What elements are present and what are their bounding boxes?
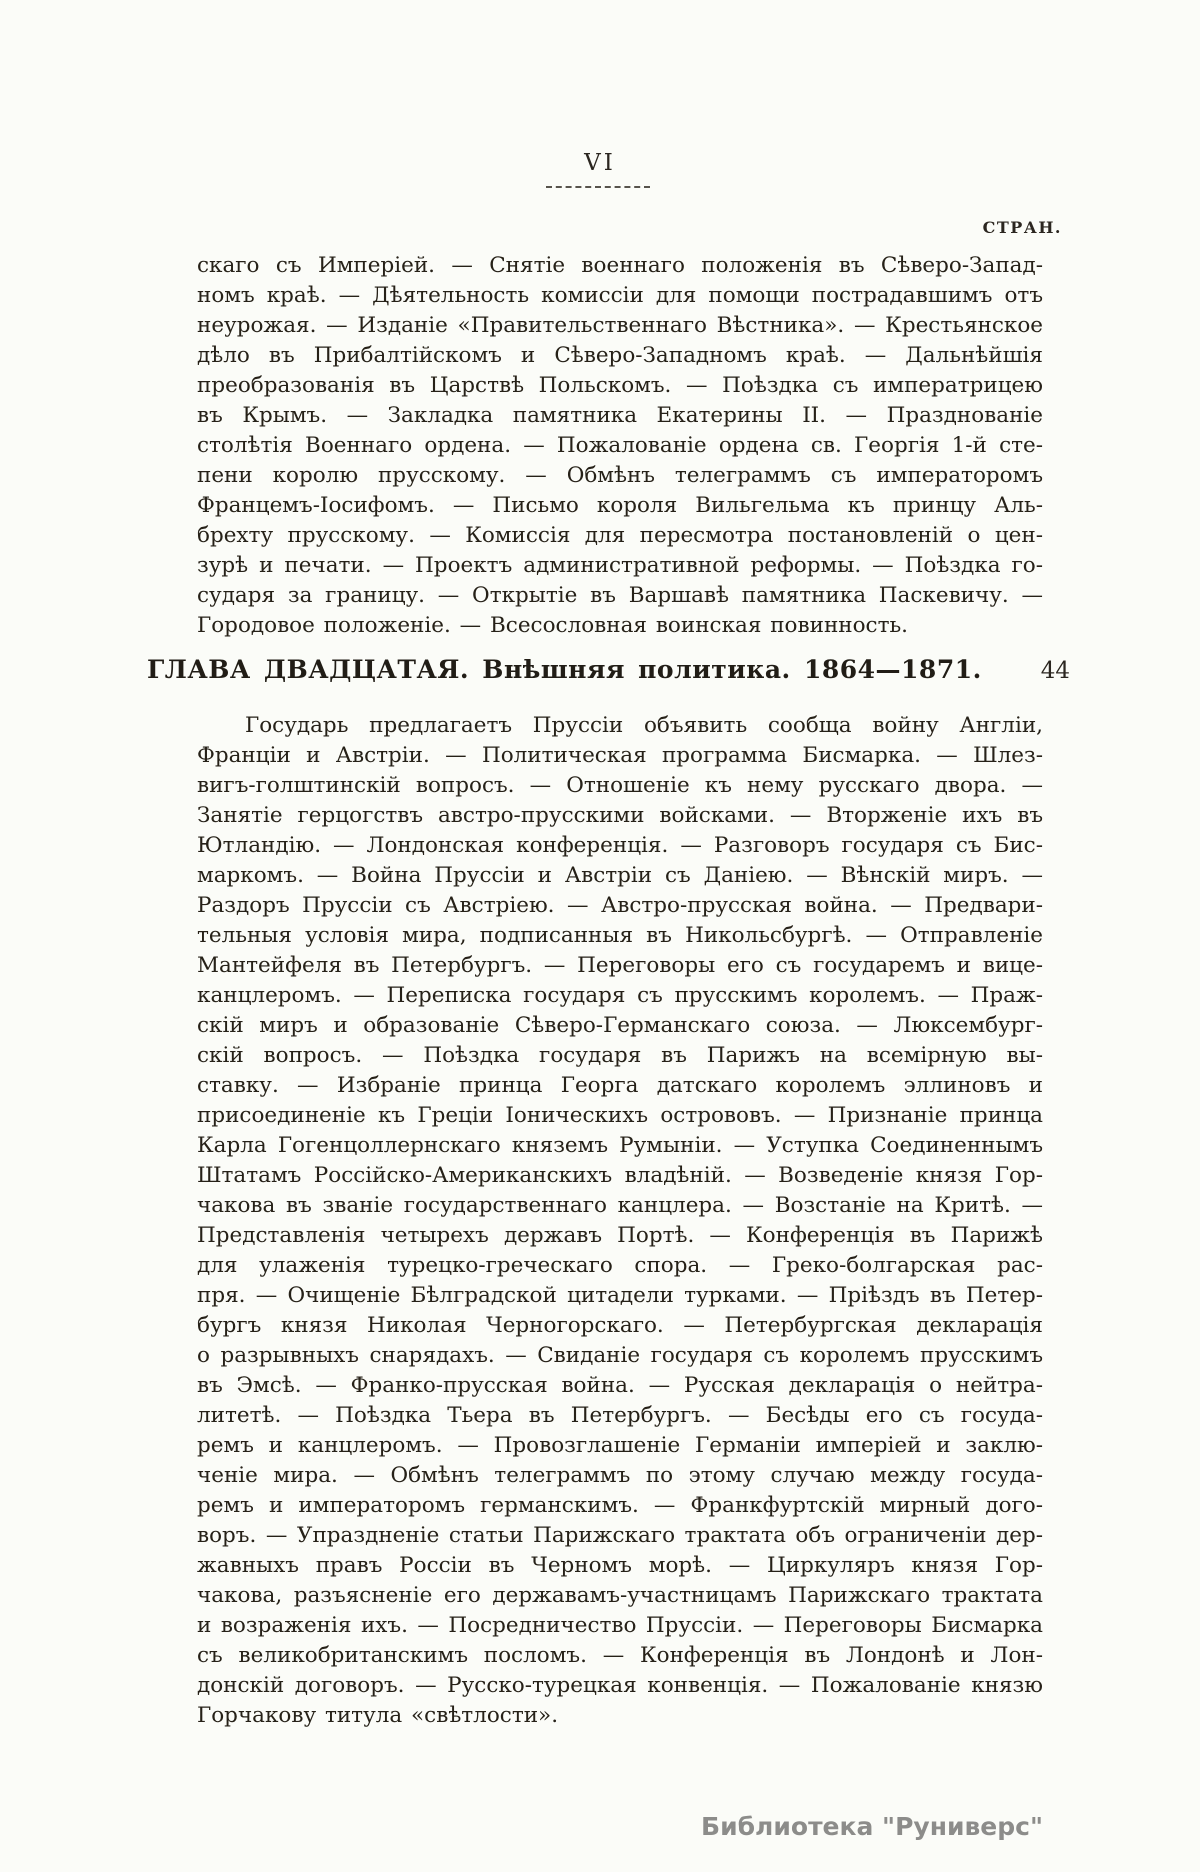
toc-line: Мантейфеля въ Петербургъ. — Переговоры его съ государемъ и вице-: [197, 953, 1043, 978]
page-column-header: СТРАН.: [982, 218, 1062, 237]
toc-line: литетѣ. — Поѣздка Тьера въ Петербургъ. — Бесѣды его съ госуда-: [197, 1403, 1043, 1428]
toc-line: вигъ-голштинскій вопросъ. — Отношеніе къ нему русскаго двора. —: [197, 773, 1043, 798]
toc-line: и возраженія ихъ. — Посредничество Пруссіи. — Переговоры Бисмарка: [197, 1613, 1043, 1638]
toc-line: Государь предлагаетъ Пруссіи объявить сообща войну Англіи,: [245, 713, 1043, 738]
chapter20-page-number: 44: [1040, 658, 1070, 684]
toc-line: Францемъ-Іосифомъ. — Письмо короля Вильгельма къ принцу Аль-: [197, 493, 1043, 518]
toc-line: пени королю прусскому. — Обмѣнъ телеграммъ съ императоромъ: [197, 463, 1043, 488]
toc-line: бургъ князя Николая Черногорскаго. — Петербургская декларація: [197, 1313, 1043, 1338]
chapter19-toc-continuation: [197, 251, 1043, 641]
toc-line: номъ краѣ. — Дѣятельность комиссіи для помощи пострадавшимъ отъ: [197, 283, 1043, 308]
toc-line: ремъ и императоромъ германскимъ. — Франкфуртскій мирный дого-: [197, 1493, 1043, 1518]
chapter20-heading-row: [147, 655, 1070, 684]
toc-line: Штатамъ Россійско-Американскихъ владѣній. — Возведеніе князя Гор-: [197, 1163, 1043, 1188]
chapter20-toc-summary: [197, 711, 1043, 1731]
toc-line: присоединеніе къ Греціи Іоническихъ острововъ. — Признаніе принца: [197, 1103, 1043, 1128]
folio-divider-rule: [546, 186, 650, 188]
toc-line: скаго съ Имперіей. — Снятіе военнаго положенія въ Сѣверо-Запад-: [197, 253, 1043, 278]
toc-line: въ Крымъ. — Закладка памятника Екатерины II. — Празднованіе: [197, 403, 1043, 428]
toc-line: Ютландію. — Лондонская конференція. — Разговоръ государя съ Бис-: [197, 833, 1043, 858]
page-folio-number: VI: [584, 150, 616, 176]
toc-line: неурожая. — Изданіе «Правительственнаго Вѣстника». — Крестьянское: [197, 313, 1043, 338]
toc-line: чакова въ званіе государственнаго канцлера. — Возстаніе на Критѣ. —: [197, 1193, 1043, 1218]
toc-line: брехту прусскому. — Комиссія для пересмотра постановленій о цен-: [197, 523, 1043, 548]
toc-line: скій миръ и образованіе Сѣверо-Германскаго союза. — Люксембург-: [197, 1013, 1043, 1038]
toc-line: Представленія четырехъ державъ Портѣ. — Конференція въ Парижѣ: [197, 1223, 1043, 1248]
toc-line: жавныхъ правъ Россіи въ Черномъ морѣ. — Циркуляръ князя Гор-: [197, 1553, 1043, 1578]
toc-line: преобразованія въ Царствѣ Польскомъ. — Поѣздка съ императрицею: [197, 373, 1043, 398]
toc-line: ремъ и канцлеромъ. — Провозглашеніе Германіи имперіей и заклю-: [197, 1433, 1043, 1458]
toc-line: канцлеромъ. — Переписка государя съ прусскимъ королемъ. — Праж-: [197, 983, 1043, 1008]
toc-line: чакова, разъясненіе его державамъ-участницамъ Парижскаго трактата: [197, 1583, 1043, 1608]
toc-line: Городовое положеніе. — Всесословная воинская повинность.: [197, 613, 909, 638]
toc-line: скій вопросъ. — Поѣздка государя въ Парижъ на всемірную вы-: [197, 1043, 1043, 1068]
toc-line: зурѣ и печати. — Проектъ административной реформы. — Поѣздка го-: [197, 553, 1043, 578]
toc-line: донскій договоръ. — Русско-турецкая конвенція. — Пожалованіе князю: [197, 1673, 1043, 1698]
toc-line: сударя за границу. — Открытіе въ Варшавѣ памятника Паскевичу. —: [197, 583, 1043, 608]
toc-line: пря. — Очищеніе Бѣлградской цитадели турками. — Пріѣздъ въ Петер-: [197, 1283, 1043, 1308]
toc-line: въ Эмсѣ. — Франко-прусская война. — Русская декларація о нейтра-: [197, 1373, 1043, 1398]
toc-line: маркомъ. — Война Пруссіи и Австріи съ Даніею. — Вѣнскій миръ. —: [197, 863, 1043, 888]
toc-line: для улаженія турецко-греческаго спора. — Греко-болгарская рас-: [197, 1253, 1043, 1278]
toc-line: Раздоръ Пруссіи съ Австріею. — Австро-прусская война. — Предвари-: [197, 893, 1043, 918]
toc-line: ченіе мира. — Обмѣнъ телеграммъ по этому случаю между госуда-: [197, 1463, 1043, 1488]
toc-line: воръ. — Упраздненіе статьи Парижскаго трактата объ ограниченіи дер-: [197, 1523, 1043, 1548]
toc-line: столѣтія Военнаго ордена. — Пожалованіе ордена св. Георгія 1-й сте-: [197, 433, 1043, 458]
toc-line: Горчакову титула «свѣтлости».: [197, 1703, 559, 1728]
chapter20-heading: ГЛАВА ДВАДЦАТАЯ. Внѣшняя политика. 1864—1871.: [147, 655, 982, 684]
toc-line: съ великобританскимъ посломъ. — Конференція въ Лондонѣ и Лон-: [197, 1643, 1043, 1668]
library-watermark: Библиотека "Руниверс": [701, 1812, 1043, 1841]
toc-line: дѣло въ Прибалтійскомъ и Сѣверо-Западномъ краѣ. — Дальнѣйшія: [197, 343, 1043, 368]
toc-line: ставку. — Избраніе принца Георга датскаго королемъ эллиновъ и: [197, 1073, 1043, 1098]
toc-line: Занятіе герцогствъ австро-прусскими войсками. — Вторженіе ихъ въ: [197, 803, 1043, 828]
toc-line: тельныя условія мира, подписанныя въ Никольсбургѣ. — Отправленіе: [197, 923, 1043, 948]
toc-line: о разрывныхъ снарядахъ. — Свиданіе государя съ королемъ прусскимъ: [197, 1343, 1043, 1368]
toc-line: Франціи и Австріи. — Политическая программа Бисмарка. — Шлез-: [197, 743, 1043, 768]
toc-line: Карла Гогенцоллернскаго княземъ Румыніи. — Уступка Соединеннымъ: [197, 1133, 1043, 1158]
